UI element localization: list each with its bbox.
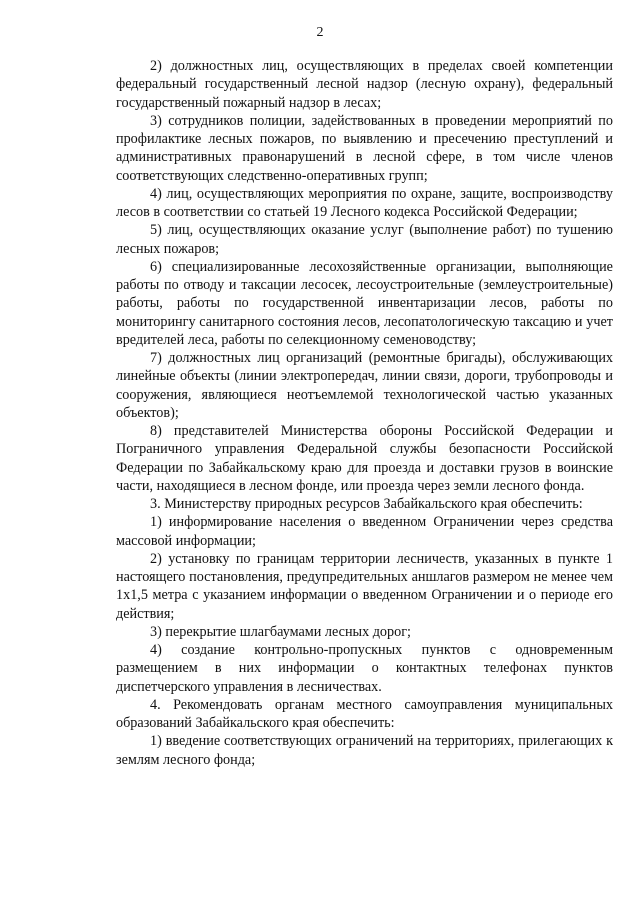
paragraph-5-firefighting: 5) лиц, осуществляющих оказание услуг (выполнение работ) по тушению лесных пожаров; [116,222,613,257]
paragraph-3-2-signs: 2) установку по границам территории лесничеств, указанных в пункте 1 настоящего постановления, предупредительных аншлагов размером не менее чем 1х1,5 метра с указанием информации о введенном Ограничении и о периоде его действия; [116,550,613,622]
paragraph-4-forest-protection: 4) лиц, осуществляющих мероприятия по охране, защите, воспроизводству лесов в соответствии со статьей 19 Лесного кодекса Российской Федерации; [116,185,613,220]
document-body [116,57,613,769]
paragraph-3-police: 3) сотрудников полиции, задействованных в проведении мероприятий по профилактике лесных пожаров, по выявлению и пресечению преступлений и административных правонарушений в лесной сфере, в том числе членов соответствующих следственно-оперативных групп; [116,112,613,184]
paragraph-section-3: 3. Министерству природных ресурсов Забайкальского края обеспечить: [150,496,583,512]
paragraph-section-4: 4. Рекомендовать органам местного самоуправления муниципальных образований Забайкальского края обеспечить: [116,696,613,731]
paragraph-7-linear-objects: 7) должностных лиц организаций (ремонтные бригады), обслуживающих линейные объекты (линии электропередач, линии связи, дороги, трубопроводы и сооружения, являющиеся неотъемлемой технологической частью указанных объектов); [116,350,613,421]
paragraph-3-4-checkpoints: 4) создание контрольно-пропускных пунктов с одновременным размещением в них информации о контактных телефонах пунктов диспетчерского управления в лесничествах. [116,642,613,695]
paragraph-4-1-restrictions: 1) введение соответствующих ограничений на территориях, прилегающих к землям лесного фонда; [116,733,613,768]
paragraph-2-officials: 2) должностных лиц, осуществляющих в пределах своей компетенции федеральный государственный лесной надзор (лесную охрану), федеральный государственный пожарный надзор в лесах; [116,58,613,111]
paragraph-3-3-barriers: 3) перекрытие шлагбаумами лесных дорог; [150,623,411,640]
page-number: 2 [316,25,324,40]
paragraph-8-defense: 8) представителей Министерства обороны Российской Федерации и Пограничного управления Федеральной службы безопасности Российской Федерации по Забайкальскому краю для проезда и доставки грузов в воинские части, находящиеся в лесном фонде, или проезда через земли лесного фонда. [116,423,613,494]
paragraph-3-1-informing: 1) информирование населения о введенном Ограничении через средства массовой информации; [116,514,613,549]
paragraph-6-forestry-organizations: 6) специализированные лесохозяйственные организации, выполняющие работы по отводу и таксации лесосек, лесоустроительные (землеустроительные) работы, работы по государственной инвентаризации лесов, работы по мониторингу санитарного состояния лесов, лесопатологическую таксацию и учет вредителей леса, работы по селекционному семеноводству; [116,258,613,348]
